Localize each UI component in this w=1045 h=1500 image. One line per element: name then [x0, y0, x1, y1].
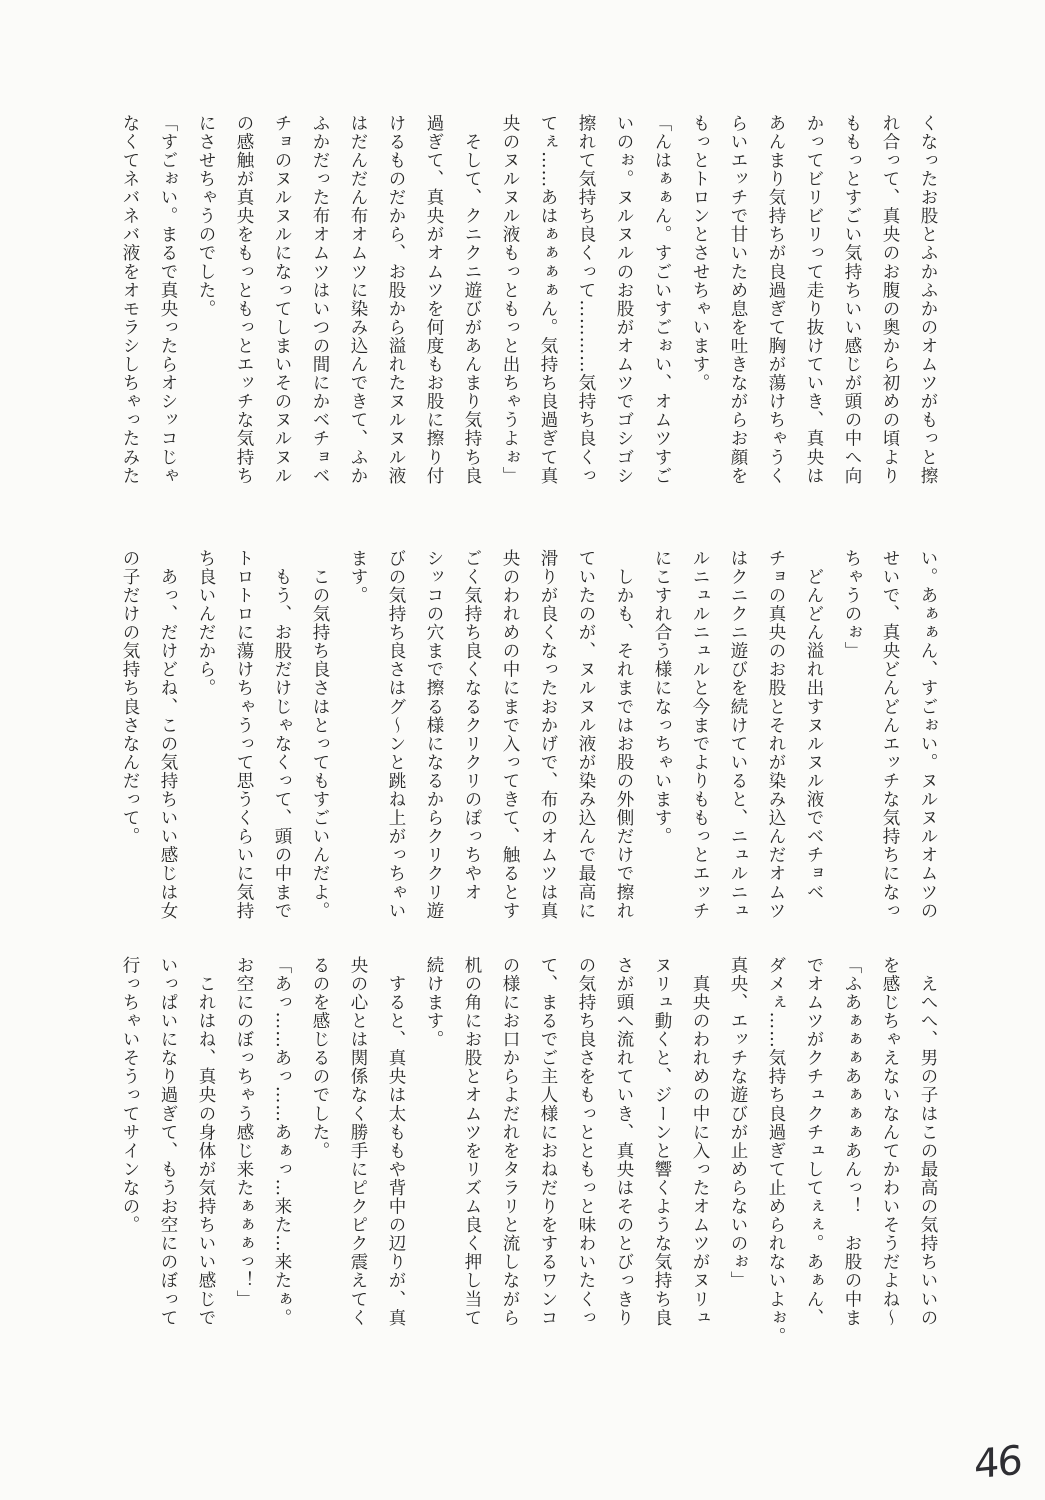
text-column: はクニクニ遊びを続けていると、ニュルニュ [728, 549, 748, 920]
text-column: かってビリビリって走り抜けていき、真央は [804, 114, 824, 485]
text-column: けるものだから、お股から溢れたヌルヌル液 [386, 114, 406, 485]
text-column: すると、真央は太ももや背中の辺りが、真 [386, 956, 406, 1327]
text-column: くなったお股とふかふかのオムツがもっと擦 [918, 114, 938, 485]
text-column: 真央、エッチな遊びが止めらないのぉ」 [728, 956, 748, 1290]
text-column: 「ふあぁぁぁあぁぁぁあんっ！ お股の中ま [842, 956, 862, 1327]
text-column: ちゃうのぉ」 [842, 549, 862, 661]
text-column: もっとトロンとさせちゃいます。 [690, 114, 710, 393]
text-column: ダメぇ……気持ち良過ぎて止められないよぉ。 [766, 956, 786, 1346]
text-column: 続けます。 [424, 956, 444, 1049]
text-column: ももっとすごい気持ちいい感じが頭の中へ向 [842, 114, 862, 485]
text-column: そして、クニクニ遊びがあんまり気持ち良 [462, 114, 482, 485]
text-column: を感じちゃえないなんてかわいそうだよね〜 [880, 956, 900, 1327]
text-column: 「すごぉい。まるで真央ったらオシッコじゃ [158, 114, 178, 485]
text-column: らいエッチで甘いため息を吐きながらお顔を [728, 114, 748, 485]
text-column: てぇ……あはぁぁぁぁん。気持ち良過ぎて真 [538, 114, 558, 485]
text-column: ごく気持ち良くなるクリクリのぽっちやオ [462, 549, 482, 902]
text-column: ルニュルニュルと今までよりももっとエッチ [690, 549, 710, 920]
text-column: はだんだん布オムツに染み込んできて、ふか [348, 114, 368, 485]
text-column: 央のヌルヌル液もっともっと出ちゃうよぉ」 [500, 114, 520, 485]
text-column: ふかだった布オムツはいつの間にかベチョベ [310, 114, 330, 485]
text-column: の気持ち良さをもっとともっと味わいたくっ [576, 956, 596, 1327]
text-column: ち良いんだから。 [196, 549, 216, 698]
text-column: どんどん溢れ出すヌルヌル液でベチョベ [804, 549, 824, 902]
text-column: しかも、それまではお股の外側だけで擦れ [614, 549, 634, 920]
text-column: いのぉ。ヌルヌルのお股がオムツでゴシゴシ [614, 114, 634, 485]
text-column: にさせちゃうのでした。 [196, 114, 216, 319]
text-column: これはね、真央の身体が気持ちいい感じで [196, 956, 216, 1327]
text-column: の感触が真央をもっともっとエッチな気持ち [234, 114, 254, 485]
text-column: 央のわれめの中にまで入ってきて、触るとす [500, 549, 520, 920]
text-column: トロトロに蕩けちゃうって思うくらいに気持 [234, 549, 254, 920]
text-band-3 [111, 956, 947, 1370]
text-column: 机の角にお股とオムツをリズム良く押し当て [462, 956, 482, 1327]
text-column: て、まるでご主人様におねだりをするワンコ [538, 956, 558, 1327]
text-column: びの気持ち良さはグ〜ンと跳ね上がっちゃい [386, 549, 406, 920]
text-column: るのを感じるのでした。 [310, 956, 330, 1161]
text-column: にこすれ合う様になっちゃいます。 [652, 549, 672, 846]
text-column: 「あっ……あっ……あぁっ…来た…来たぁ。 [272, 956, 292, 1327]
text-column: さが頭へ流れていき、真央はそのとびっきり [614, 956, 634, 1327]
text-band-2 [111, 549, 947, 963]
text-column: いっぱいになり過ぎて、もうお空にのぼって [158, 956, 178, 1327]
text-column: ヌリュ動くと、ジーンと響くような気持ち良 [652, 956, 672, 1327]
text-column: もう、お股だけじゃなくって、頭の中まで [272, 549, 292, 920]
text-column: せいで、真央どんどんエッチな気持ちになっ [880, 549, 900, 920]
text-column: この気持ち良さはとってもすごいんだよ。 [310, 549, 330, 920]
text-column: の様にお口からよだれをタラリと流しながら [500, 956, 520, 1327]
text-column: 真央のわれめの中に入ったオムツがヌリュ [690, 956, 710, 1327]
page-number: 46 [974, 1437, 1021, 1489]
text-column: ます。 [348, 549, 368, 605]
text-column: チョのヌルヌルになってしまいそのヌルヌル [272, 114, 292, 485]
text-column: れ合って、真央のお腹の奥から初めの頃より [880, 114, 900, 485]
text-column: 行っちゃいそうってサインなの。 [120, 956, 140, 1235]
text-column: 擦れて気持ち良くって…………気持ち良くっ [576, 114, 596, 485]
text-column: なくてネバネバ液をオモラシしちゃったみた [120, 114, 140, 485]
text-column: ていたのが、ヌルヌル液が染み込んで最高に [576, 549, 596, 920]
text-column: チョの真央のお股とそれが染み込んだオムツ [766, 549, 786, 920]
text-column: お空にのぼっちゃう感じ来たぁぁぁっ！」 [234, 956, 254, 1309]
text-column: 「んはぁぁん。すごいすごぉい、オムツすご [652, 114, 672, 485]
text-column: い。あぁぁん、すごぉい。ヌルヌルオムツの [918, 549, 938, 920]
text-column: あんまり気持ちが良過ぎて胸が蕩けちゃうく [766, 114, 786, 485]
text-column: シッコの穴まで擦る様になるからクリクリ遊 [424, 549, 444, 920]
text-band-1 [111, 114, 947, 528]
text-column: 過ぎて、真央がオムツを何度もお股に擦り付 [424, 114, 444, 485]
text-column: あっ、だけどね、この気持ちいい感じは女 [158, 549, 178, 920]
text-column: 央の心とは関係なく勝手にピクピク震えてく [348, 956, 368, 1327]
text-column: でオムツがクチュクチュしてぇぇ。あぁん、 [804, 956, 824, 1327]
text-column: えへへ、男の子はこの最高の気持ちいいの [918, 956, 938, 1327]
text-column: 滑りが良くなったおかげで、布のオムツは真 [538, 549, 558, 920]
text-column: の子だけの気持ち良さなんだって。 [120, 549, 140, 846]
